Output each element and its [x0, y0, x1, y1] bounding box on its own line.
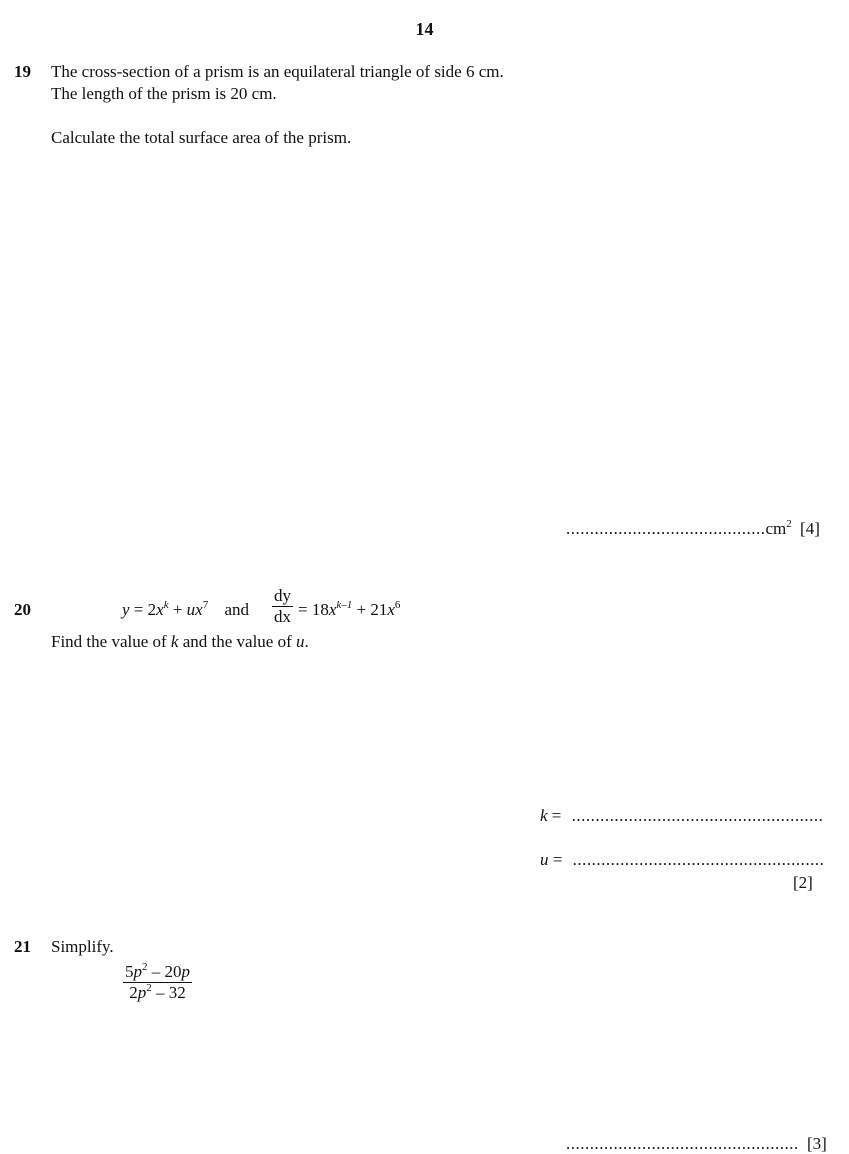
var-x: x	[156, 600, 164, 619]
question-20-marks: [2]	[793, 873, 813, 892]
question-20-number: 20	[14, 600, 31, 619]
question-19-answer-line[interactable]	[566, 519, 820, 539]
var-k: k	[170, 632, 179, 651]
question-21-instruction: Simplify.	[51, 937, 114, 956]
question-21-number: 21	[14, 937, 31, 956]
fraction-numerator	[123, 962, 192, 982]
answer-u-dots: .....................................................	[572, 850, 825, 869]
fraction-denominator	[123, 983, 192, 1003]
question-19-line-1: The cross-section of a prism is an equilateral triangle of side 6 cm.	[51, 62, 504, 81]
eq-part: = 18	[298, 600, 329, 619]
derivative-fraction	[272, 586, 293, 627]
var-p: p	[133, 962, 142, 981]
question-19-marks: [4]	[800, 519, 820, 538]
question-20-instruction	[51, 632, 309, 652]
equals-sign: =	[552, 850, 563, 869]
question-20-equation-left	[122, 600, 249, 620]
var-y: y	[122, 600, 130, 619]
var-x: x	[328, 600, 337, 619]
question-21-fraction	[123, 962, 192, 1003]
var-p: p	[181, 962, 190, 981]
question-20-equation-right	[298, 600, 400, 620]
question-19-instruction: Calculate the total surface area of the prism.	[51, 128, 352, 147]
exp-k-minus-1: k–1	[336, 599, 353, 611]
question-21-marks: [3]	[807, 1134, 827, 1153]
answer-dots: .................................................	[566, 1134, 799, 1153]
derivative-denominator: dx	[274, 607, 291, 626]
answer-u-line[interactable]	[540, 850, 824, 870]
answer-k-label: k	[540, 806, 548, 825]
question-21-answer-line[interactable]	[566, 1134, 827, 1154]
coef: 2	[129, 983, 138, 1002]
eq-part: = 2	[129, 600, 157, 619]
equals-sign: =	[551, 806, 562, 825]
question-19-line-2: The length of the prism is 20 cm.	[51, 84, 277, 103]
var-u: u	[296, 632, 305, 651]
exp-6: 6	[394, 599, 401, 611]
text: Find the value of	[51, 632, 171, 651]
coef: 5	[125, 962, 134, 981]
and-word: and	[224, 600, 250, 619]
exp-2: 2	[146, 982, 152, 994]
exp-2: 2	[142, 961, 148, 973]
answer-unit: cm	[765, 519, 787, 538]
term: – 32	[151, 983, 186, 1002]
page-number: 14	[415, 19, 434, 39]
exp-7: 7	[202, 599, 209, 611]
exp-k: k	[163, 599, 169, 611]
derivative-numerator: dy	[274, 586, 291, 605]
answer-k-dots: .....................................................	[571, 806, 824, 825]
eq-part: + 21	[352, 600, 388, 619]
eq-part: +	[168, 600, 187, 619]
var-x: x	[195, 600, 203, 619]
term: – 20	[147, 962, 182, 981]
var-p: p	[137, 983, 147, 1002]
answer-unit-exponent: 2	[786, 518, 792, 530]
text: .	[304, 632, 309, 651]
var-x: x	[387, 600, 395, 619]
text: and the value of	[178, 632, 297, 651]
answer-u-label: u	[540, 850, 549, 869]
answer-dots: ..........................................	[566, 519, 766, 538]
var-u: u	[186, 600, 196, 619]
question-19-number: 19	[14, 62, 31, 81]
answer-k-line[interactable]	[540, 806, 823, 826]
